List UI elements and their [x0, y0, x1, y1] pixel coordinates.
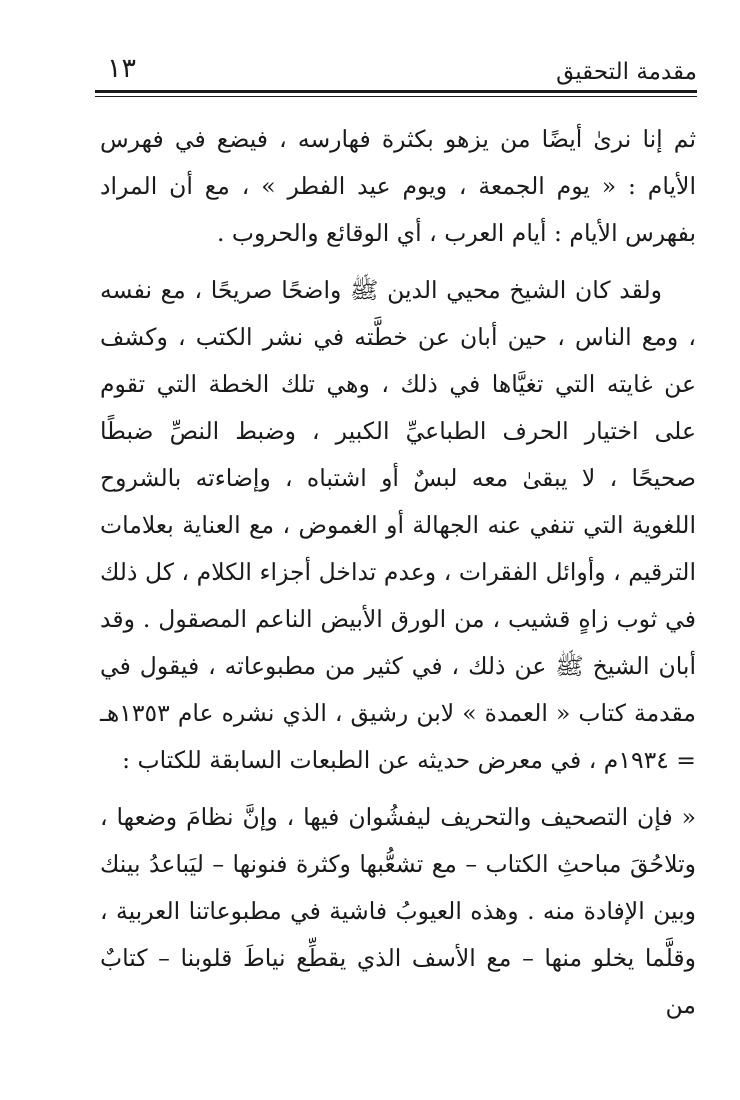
header-rule-thick	[95, 90, 697, 93]
header-rule-thin	[95, 96, 697, 97]
running-title: مقدمة التحقيق	[556, 59, 697, 85]
body-text	[100, 116, 696, 1029]
paragraph: ولقد كان الشيخ محيي الدين ﷺ واضحًا صريحًا ، مع نفسه ، ومع الناس ، حين أبان عن خطَّته في نشر الكتب ، وكشف عن غايته التي تغيَّاها في ذلك ، وهي تلك الخطة التي تقوم على اختيار الحرف الطباعيِّ الكبير ، وضبط النصِّ ضبطًا صحيحًا ، لا يبقىٰ معه لبسٌ أو اشتباه ، وإضاءته بالشروح اللغوية التي تنفي عنه الجهالة أو الغموض ، مع العناية بعلامات الترقيم ، وأوائل الفقرات ، وعدم تداخل أجزاء الكلام ، كل ذلك في ثوب زاهٍ قشيب ، من الورق الأبيض الناعم المصقول . وقد أبان الشيخ ﷺ عن ذلك ، في كثير من مطبوعاته ، فيقول في مقدمة كتاب « العمدة » لابن رشيق ، الذي نشره عام ١٣٥٣هـ = ١٩٣٤م ، في معرض حديثه عن الطبعات السابقة للكتاب :	[100, 276, 696, 774]
paragraph: ثم إنا نرىٰ أيضًا من يزهو بكثرة فهارسه ، فيضع في فهرس الأيام : « يوم الجمعة ، ويوم عيد الفطر » ، مع أن المراد بفهرس الأيام : أيام العرب ، أي الوقائع والحروب .	[100, 125, 696, 247]
page-number: ١٣	[107, 53, 137, 84]
quotation-paragraph: « فإن التصحيف والتحريف ليفشُوان فيها ، وإنَّ نظامَ وضعها ، وتلاحُقَ مباحثِ الكتاب – مع تشعُّبها وكثرة فنونها – ليَباعدُ بينك وبين الإفادة منه . وهذه العيوبُ فاشية في مطبوعاتنا العربية ، وقلَّما يخلو منها – مع الأسف الذي يقطِّع نياطَ قلوبنا – كتابٌ من	[100, 803, 696, 1019]
page-header	[95, 52, 697, 86]
